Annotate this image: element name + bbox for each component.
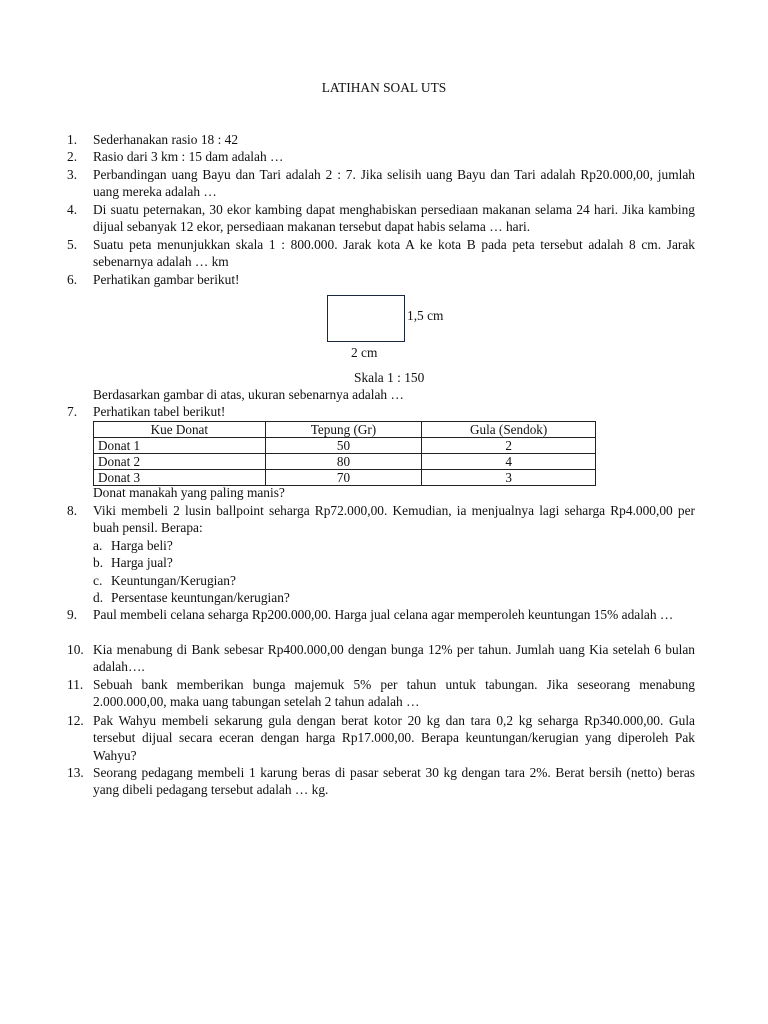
question-5 bbox=[67, 236, 695, 271]
table-cell: 3 bbox=[422, 470, 596, 486]
table-header-row bbox=[94, 422, 596, 438]
question-number: 6. bbox=[67, 272, 78, 287]
table-cell: 70 bbox=[265, 470, 422, 486]
column-header: Tepung (Gr) bbox=[265, 422, 422, 438]
sub-question-b bbox=[93, 554, 173, 571]
rectangle-figure bbox=[327, 295, 405, 342]
question-4 bbox=[67, 201, 695, 236]
question-text: Perhatikan tabel berikut! bbox=[93, 404, 226, 419]
table-cell: 2 bbox=[422, 438, 596, 454]
table-cell: Donat 1 bbox=[94, 438, 266, 454]
question-number: 10. bbox=[67, 642, 84, 657]
question-text: Rasio dari 3 km : 15 dam adalah … bbox=[93, 149, 284, 164]
question-8 bbox=[67, 502, 695, 537]
sub-letter: d. bbox=[93, 590, 104, 605]
sub-text: Harga jual? bbox=[111, 555, 173, 570]
question-2 bbox=[67, 148, 695, 165]
table-cell: 50 bbox=[265, 438, 422, 454]
question-12 bbox=[67, 712, 695, 764]
question-7-followup: Donat manakah yang paling manis? bbox=[93, 485, 285, 500]
question-10 bbox=[67, 641, 695, 676]
question-number: 9. bbox=[67, 607, 78, 622]
question-9 bbox=[67, 606, 695, 623]
question-number: 2. bbox=[67, 149, 78, 164]
question-number: 13. bbox=[67, 765, 84, 780]
question-1 bbox=[67, 131, 695, 148]
question-3 bbox=[67, 166, 695, 201]
column-header: Gula (Sendok) bbox=[422, 422, 596, 438]
sub-text: Harga beli? bbox=[111, 538, 173, 553]
question-text: Sederhanakan rasio 18 : 42 bbox=[93, 132, 239, 147]
scale-label: Skala 1 : 150 bbox=[354, 370, 425, 385]
sub-question-a bbox=[93, 537, 173, 554]
question-number: 8. bbox=[67, 503, 78, 518]
column-header: Kue Donat bbox=[94, 422, 266, 438]
question-text: Paul membeli celana seharga Rp200.000,00. Harga jual celana agar memperoleh keuntungan 15% adalah … bbox=[93, 607, 674, 622]
sub-question-c bbox=[93, 572, 236, 589]
question-text: Sebuah bank memberikan bunga majemuk 5% per tahun untuk tabungan. Jika seseorang menabung 2.000.000,00, maka uang tabungan setelah 2 tahun adalah … bbox=[93, 677, 695, 710]
question-13 bbox=[67, 764, 695, 799]
sub-letter: a. bbox=[93, 538, 103, 553]
question-number: 1. bbox=[67, 132, 78, 147]
question-text: Kia menabung di Bank sebesar Rp400.000,00 dengan bunga 12% per tahun. Jumlah uang Kia setelah 6 bulan adalah…. bbox=[93, 642, 695, 675]
table-cell: Donat 3 bbox=[94, 470, 266, 486]
donut-table bbox=[93, 421, 596, 486]
question-text: Di suatu peternakan, 30 ekor kambing dapat menghabiskan persediaan makanan selama 24 hari. Jika kambing dijual sebanyak 12 ekor, persediaan makanan tersebut dapat habis selama … hari. bbox=[93, 202, 695, 235]
table-cell: Donat 2 bbox=[94, 454, 266, 470]
page-title: LATIHAN SOAL UTS bbox=[321, 80, 447, 95]
question-6-followup: Berdasarkan gambar di atas, ukuran sebenarnya adalah … bbox=[93, 387, 404, 402]
question-text: Viki membeli 2 lusin ballpoint seharga Rp72.000,00. Kemudian, ia menjualnya lagi seharga Rp4.000,00 per buah pensil. Berapa: bbox=[93, 503, 695, 536]
table-cell: 4 bbox=[422, 454, 596, 470]
question-number: 3. bbox=[67, 167, 78, 182]
question-number: 11. bbox=[67, 677, 84, 692]
sub-text: Keuntungan/Kerugian? bbox=[111, 573, 236, 588]
question-text: Suatu peta menunjukkan skala 1 : 800.000. Jarak kota A ke kota B pada peta tersebut adalah 8 cm. Jarak sebenarnya adalah … km bbox=[93, 237, 695, 270]
rectangle-width-label: 2 cm bbox=[351, 345, 378, 360]
table-row bbox=[94, 454, 596, 470]
question-text: Perbandingan uang Bayu dan Tari adalah 2 : 7. Jika selisih uang Bayu dan Tari adalah Rp20.000,00, jumlah uang mereka adalah … bbox=[93, 167, 695, 200]
question-7 bbox=[67, 403, 695, 420]
question-6 bbox=[67, 271, 695, 288]
question-number: 7. bbox=[67, 404, 78, 419]
sub-letter: b. bbox=[93, 555, 104, 570]
question-number: 5. bbox=[67, 237, 78, 252]
sub-letter: c. bbox=[93, 573, 103, 588]
question-text: Pak Wahyu membeli sekarung gula dengan berat kotor 20 kg dan tara 0,2 kg seharga Rp340.000,00. Gula tersebut dijual secara eceran dengan harga Rp17.000,00. Berapa keuntungan/kerugian yang diperoleh Pak Wahyu? bbox=[93, 713, 695, 763]
question-text: Seorang pedagang membeli 1 karung beras di pasar seberat 30 kg dengan tara 2%. Berat bersih (netto) beras yang dibeli pedagang tersebut adalah … kg. bbox=[93, 765, 695, 798]
sub-question-d bbox=[93, 589, 290, 606]
table-row bbox=[94, 438, 596, 454]
sub-text: Persentase keuntungan/kerugian? bbox=[111, 590, 290, 605]
table-cell: 80 bbox=[265, 454, 422, 470]
rectangle-height-label: 1,5 cm bbox=[407, 308, 444, 323]
question-text: Perhatikan gambar berikut! bbox=[93, 272, 240, 287]
question-number: 4. bbox=[67, 202, 78, 217]
question-11 bbox=[67, 676, 695, 711]
question-number: 12. bbox=[67, 713, 84, 728]
